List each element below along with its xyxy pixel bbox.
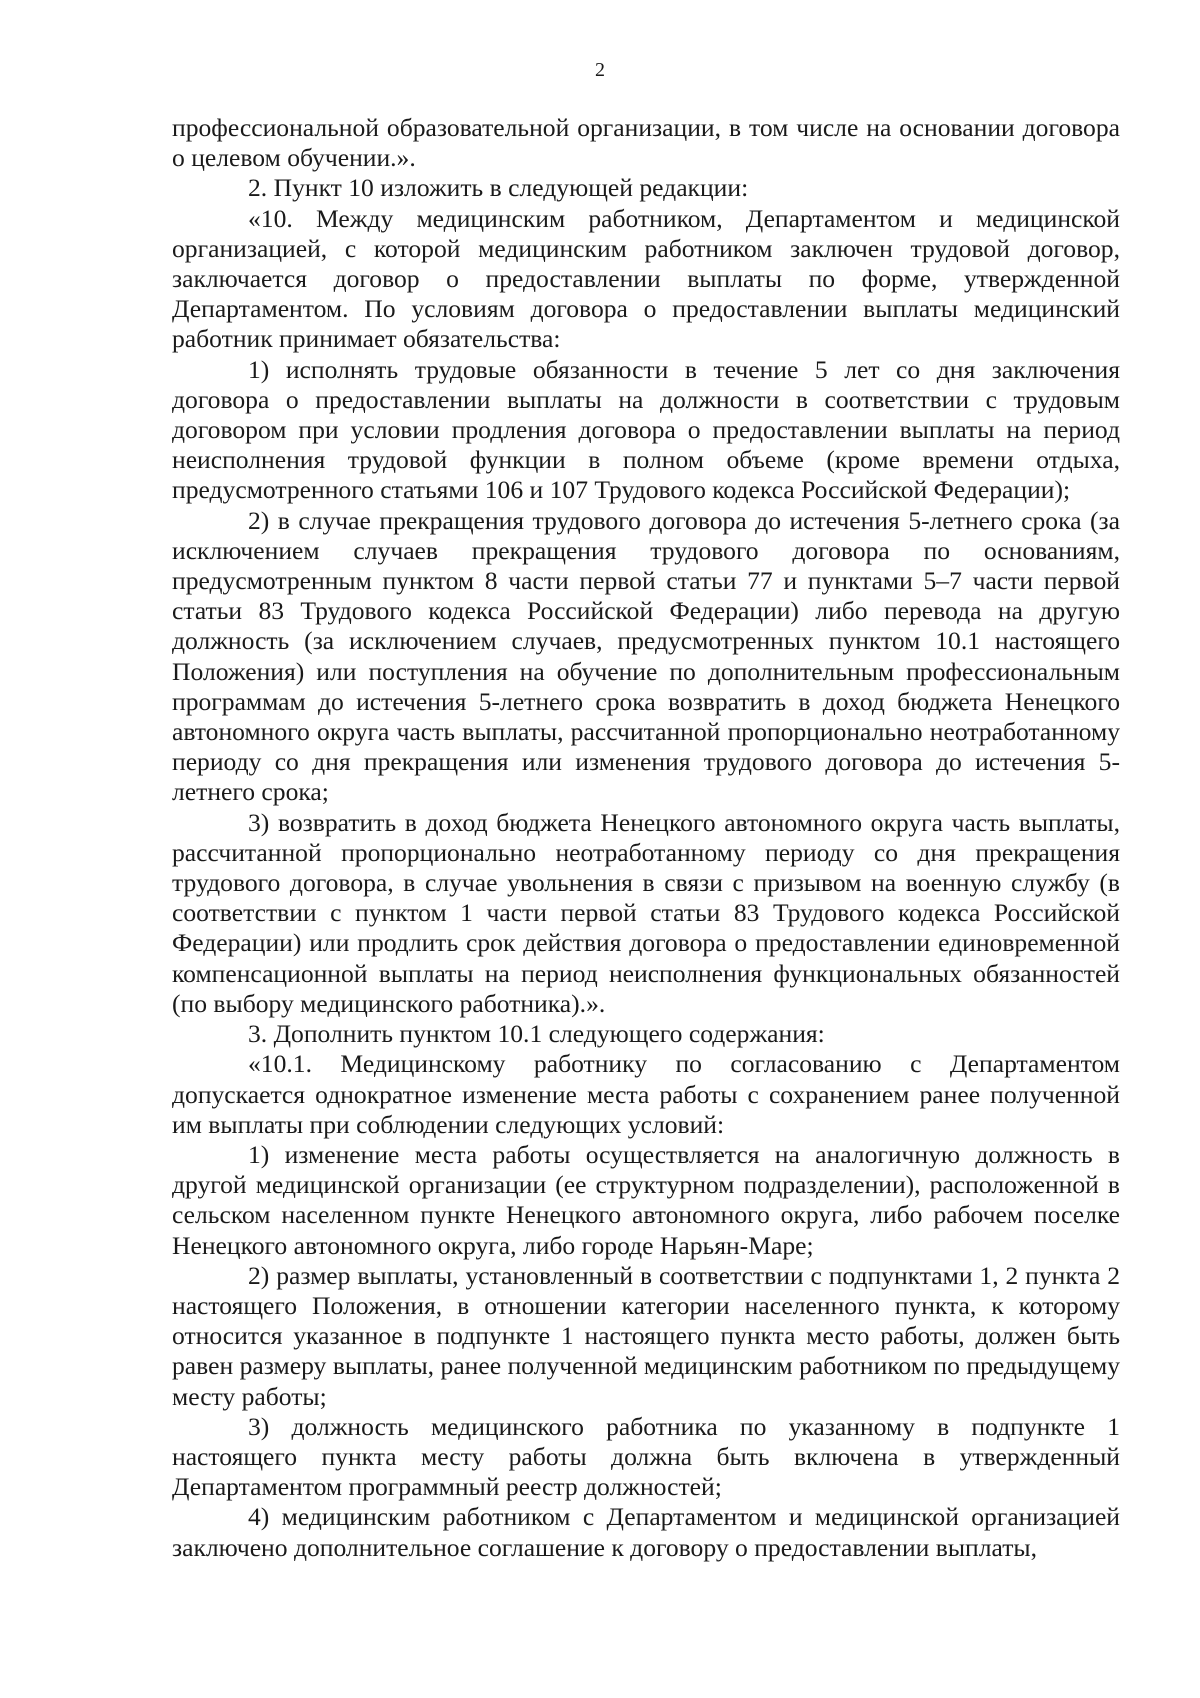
document-body	[172, 113, 1120, 1563]
paragraph-point-10-1: «10.1. Медицинскому работнику по согласованию с Департаментом допускается однократное изменение места работы с сохранением ранее полученной им выплаты при соблюдении следующих условий:	[172, 1049, 1120, 1139]
paragraph-condition-3: 3) должность медицинского работника по указанному в подпункте 1 настоящего пункта месту работы должна быть включена в утвержденный Департаментом программный реестр должностей;	[172, 1411, 1120, 1502]
paragraph-continuation: профессиональной образовательной организации, в том числе на основании договора о целевом обучении.».	[172, 113, 1120, 173]
paragraph-subpoint-1: 1) исполнять трудовые обязанности в течение 5 лет со дня заключения договора о предоставлении выплаты на должности в соответствии с трудовым договором при условии продления договора о предоставлении выплаты на период неисполнения трудовой функции в полном объеме (кроме времени отдыха, предусмотренного статьями 106 и 107 Трудового кодекса Российской Федерации);	[172, 354, 1120, 505]
paragraph-point-10: «10. Между медицинским работником, Департаментом и медицинской организацией, с которой медицинским работником заключен трудовой договор, заключается договор о предоставлении выплаты по форме, утвержденной Департаментом. По условиям договора о предоставлении выплаты медицинский работник принимает обязательства:	[172, 203, 1120, 354]
paragraph-condition-1: 1) изменение места работы осуществляется на аналогичную должность в другой медицинской организации (ее структурном подразделении), расположенной в сельском населенном пункте Ненецкого автономного округа, либо рабочем поселке Ненецкого автономного округа, либо городе Нарьян-Маре;	[172, 1139, 1120, 1260]
paragraph-condition-2: 2) размер выплаты, установленный в соответствии с подпунктами 1, 2 пункта 2 настоящего Положения, в отношении категории населенного пункта, к которому относится указанное в подпункте 1 настоящего пункта место работы, должен быть равен размеру выплаты, ранее полученной медицинским работником по предыдущему месту работы;	[172, 1260, 1120, 1411]
paragraph-subpoint-3: 3) возвратить в доход бюджета Ненецкого автономного округа часть выплаты, рассчитанной пропорционально неотработанному периоду со дня прекращения трудового договора, в случае увольнения в связи с призывом на военную службу (в соответствии с пунктом 1 части первой статьи 83 Трудового кодекса Российской Федерации) или продлить срок действия договора о предоставлении единовременной компенсационной выплаты на период неисполнения функциональных обязанностей (по выбору медицинского работника).».	[172, 807, 1120, 1018]
paragraph-item-2: 2. Пункт 10 изложить в следующей редакции:	[248, 173, 749, 203]
paragraph-item-3: 3. Дополнить пунктом 10.1 следующего содержания:	[248, 1019, 825, 1049]
paragraph-subpoint-2: 2) в случае прекращения трудового договора до истечения 5-летнего срока (за исключением случаев прекращения трудового договора по основаниям, предусмотренным пунктом 8 части первой статьи 77 и пунктами 5–7 части первой статьи 83 Трудового кодекса Российской Федерации) либо перевода на другую должность (за исключением случаев, предусмотренных пунктом 10.1 настоящего Положения) или поступления на обучение по дополнительным профессиональным программам до истечения 5-летнего срока возвратить в доход бюджета Ненецкого автономного округа часть выплаты, рассчитанной пропорционально неотработанному периоду со дня прекращения или изменения трудового договора до истечения 5-летнего срока;	[172, 505, 1120, 807]
page-number: 2	[595, 59, 605, 81]
paragraph-condition-4: 4) медицинским работником с Департаментом и медицинской организацией заключено дополнительное соглашение к договору о предоставлении выплаты,	[172, 1502, 1120, 1562]
